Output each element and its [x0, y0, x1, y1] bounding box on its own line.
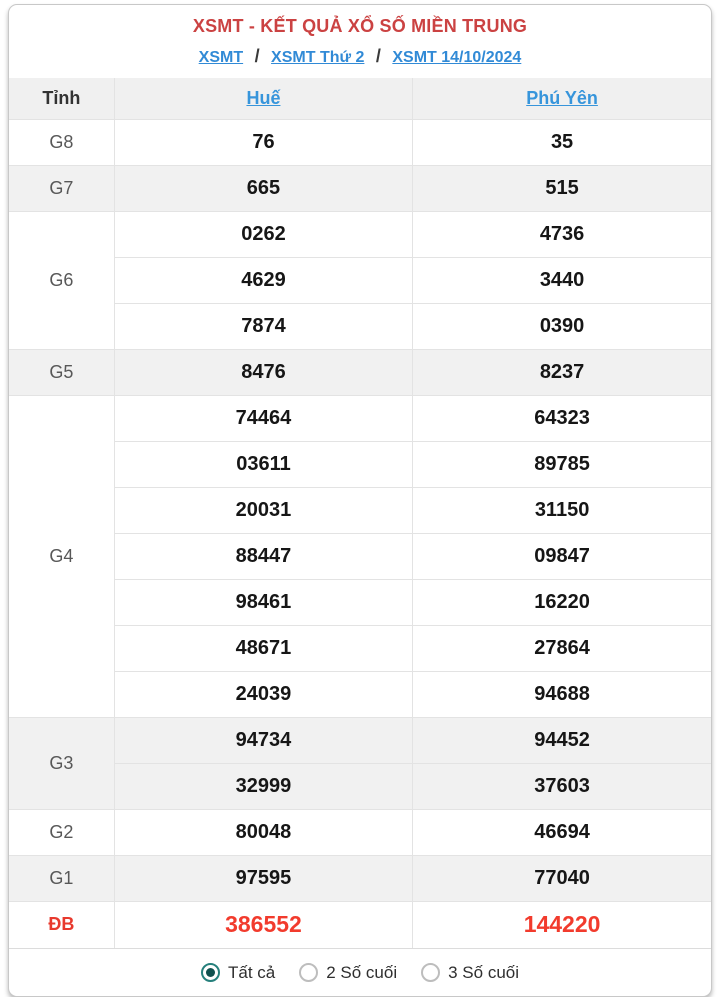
result-cell: 74464 [114, 395, 412, 441]
result-cell: 3440 [413, 257, 711, 303]
table-row-g6 [9, 303, 711, 349]
page-title: XSMT - KẾT QUẢ XỔ SỐ MIỀN TRUNG [192, 16, 528, 36]
result-cell: 8476 [114, 349, 412, 395]
result-cell: 31150 [413, 487, 711, 533]
table-row-g5 [9, 349, 711, 395]
radio-icon[interactable] [299, 963, 318, 982]
result-cell: 27864 [413, 625, 711, 671]
table-row-g8 [9, 119, 711, 165]
result-cell: 16220 [413, 579, 711, 625]
radio-option-last-3-digits[interactable] [421, 963, 519, 983]
breadcrumb-link-xsmt[interactable]: XSMT [198, 49, 244, 66]
table-row-g4 [9, 487, 711, 533]
result-cell: 4736 [413, 211, 711, 257]
result-cell: 4629 [114, 257, 412, 303]
prize-label-db: ĐB [9, 901, 114, 948]
result-cell: 665 [114, 165, 412, 211]
result-cell: 98461 [114, 579, 412, 625]
result-cell: 03611 [114, 441, 412, 487]
prize-label-g4: G4 [9, 395, 114, 717]
prize-label-g7: G7 [9, 165, 114, 211]
prize-label-g6: G6 [9, 211, 114, 349]
breadcrumb [9, 46, 711, 67]
prize-label-g1: G1 [9, 855, 114, 901]
prize-label-g2: G2 [9, 809, 114, 855]
table-row-g2 [9, 809, 711, 855]
result-cell: 76 [114, 119, 412, 165]
table-row-g4 [9, 671, 711, 717]
radio-option-last-2-digits[interactable] [299, 963, 397, 983]
result-cell: 46694 [413, 809, 711, 855]
result-cell: 24039 [114, 671, 412, 717]
province-column-header: Tỉnh [9, 78, 114, 119]
result-cell: 0262 [114, 211, 412, 257]
breadcrumb-link-xsmt-date[interactable]: XSMT 14/10/2024 [392, 49, 522, 66]
result-cell: 64323 [413, 395, 711, 441]
result-cell: 0390 [413, 303, 711, 349]
table-row-g4 [9, 579, 711, 625]
result-cell: 94688 [413, 671, 711, 717]
table-row-g1 [9, 855, 711, 901]
result-cell: 77040 [413, 855, 711, 901]
result-cell: 35 [413, 119, 711, 165]
breadcrumb-separator: / [254, 46, 260, 66]
radio-icon[interactable] [421, 963, 440, 982]
result-cell: 09847 [413, 533, 711, 579]
table-row-g6 [9, 211, 711, 257]
province-link-hue[interactable]: Huế [246, 87, 281, 108]
province-header-phu-yen [413, 78, 711, 119]
result-cell: 94734 [114, 717, 412, 763]
result-cell: 515 [413, 165, 711, 211]
radio-label: 3 Số cuối [448, 962, 520, 982]
card-header [9, 5, 711, 78]
result-cell: 8237 [413, 349, 711, 395]
result-cell: 80048 [114, 809, 412, 855]
province-header-hue [114, 78, 412, 119]
result-cell: 48671 [114, 625, 412, 671]
table-header-row [9, 78, 711, 119]
result-cell: 37603 [413, 763, 711, 809]
table-row-g4 [9, 533, 711, 579]
breadcrumb-separator: / [375, 46, 381, 66]
radio-icon[interactable] [201, 963, 220, 982]
radio-label: 2 Số cuối [326, 962, 398, 982]
table-row-g7 [9, 165, 711, 211]
result-cell: 32999 [114, 763, 412, 809]
result-cell: 7874 [114, 303, 412, 349]
result-cell: 97595 [114, 855, 412, 901]
breadcrumb-link-xsmt-weekday[interactable]: XSMT Thứ 2 [271, 49, 365, 66]
result-cell: 20031 [114, 487, 412, 533]
display-mode-bar [9, 948, 711, 996]
prize-label-g5: G5 [9, 349, 114, 395]
province-link-phu-yen[interactable]: Phú Yên [526, 87, 598, 108]
table-row-g4 [9, 625, 711, 671]
table-row-db [9, 901, 711, 948]
table-row-g3 [9, 717, 711, 763]
radio-label: Tất cả [227, 962, 276, 982]
table-row-g6 [9, 257, 711, 303]
special-result-cell: 144220 [413, 901, 711, 948]
table-row-g4 [9, 395, 711, 441]
result-cell: 94452 [413, 717, 711, 763]
prize-label-g3: G3 [9, 717, 114, 809]
result-cell: 88447 [114, 533, 412, 579]
radio-option-all[interactable] [201, 963, 275, 983]
prize-label-g8: G8 [9, 119, 114, 165]
result-cell: 89785 [413, 441, 711, 487]
results-table [9, 78, 711, 948]
table-row-g4 [9, 441, 711, 487]
lottery-result-card [8, 4, 712, 997]
table-row-g3 [9, 763, 711, 809]
special-result-cell: 386552 [114, 901, 412, 948]
